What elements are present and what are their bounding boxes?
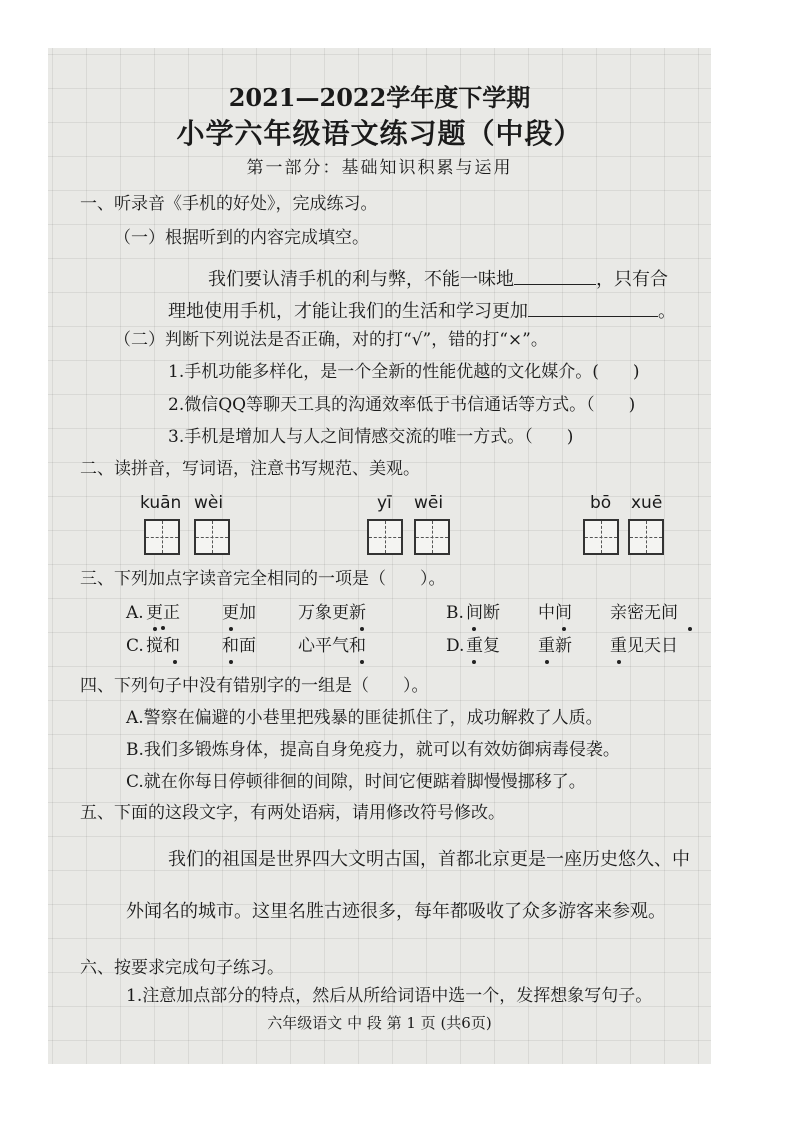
fill-text-b: ，只有合 xyxy=(596,269,668,290)
year-title: 2021—2022学年度下学期 xyxy=(228,83,531,112)
q3-heading: 三、下列加点字读音完全相同的一项是（ ）。 xyxy=(80,569,446,589)
q1-fill-line1 xyxy=(208,266,668,289)
pinyin-wei2: wēi xyxy=(414,493,444,513)
q6-heading: 六、按要求完成句子练习。 xyxy=(80,958,284,978)
tian-box-5[interactable] xyxy=(583,519,619,555)
q3-b-word-3: 亲密无间 xyxy=(610,603,678,623)
q3-a-word-2: 更加 xyxy=(222,603,256,623)
q3-c-word-2: 和面 xyxy=(222,636,256,656)
q5-heading: 五、下面的这段文字，有两处语病，请用修改符号修改。 xyxy=(80,803,505,823)
fill-text-a: 我们要认清手机的利与弊，不能一味地 xyxy=(208,269,514,290)
q3-d-word-3: 重见天日 xyxy=(610,636,678,656)
q5-paragraph-line1: 我们的祖国是世界四大文明古国，首都北京更是一座历史悠久、中 xyxy=(168,849,690,870)
q3-c-word-3: 心平气和 xyxy=(298,636,366,656)
q3-b-word-2: 中间 xyxy=(538,603,572,623)
pinyin-yi: yī xyxy=(377,493,392,513)
q3-option-a-label: A. xyxy=(126,603,144,623)
q3-option-c-label: C. xyxy=(126,636,144,656)
blank-1[interactable] xyxy=(514,266,596,285)
pinyin-bo: bō xyxy=(590,493,612,513)
part-title: 第一部分：基础知识积累与运用 xyxy=(246,158,513,178)
q3-d-word-2: 重新 xyxy=(538,636,572,656)
fill-text-c: 理地使用手机，才能让我们的生活和学习更加 xyxy=(168,301,528,322)
q5-paragraph-line2: 外闻名的城市。这里名胜古迹很多，每年都吸收了众多游客来参观。 xyxy=(126,901,666,922)
q1-statement-3: 3.手机是增加人与人之间情感交流的唯一方式。（ ) xyxy=(168,427,574,447)
tian-box-4[interactable] xyxy=(414,519,450,555)
q3-a-word-1: 更正 xyxy=(146,603,180,623)
q1-statement-2: 2.微信QQ等聊天工具的沟通效率低于书信通话等方式。（ ) xyxy=(168,395,636,415)
q3-b-word-1: 间断 xyxy=(466,603,500,623)
q1-statement-1: 1.手机功能多样化，是一个全新的性能优越的文化媒介。( ) xyxy=(168,362,640,382)
q3-d-word-1: 重复 xyxy=(466,636,500,656)
q1-sub2: （二）判断下列说法是否正确，对的打“√”，错的打“×”。 xyxy=(114,330,548,350)
q1-heading: 一、听录音《手机的好处》，完成练习。 xyxy=(80,194,378,214)
exam-paper xyxy=(48,48,711,1064)
main-title: 小学六年级语文练习题（中段） xyxy=(176,117,583,150)
q1-fill-line2 xyxy=(168,298,676,321)
fill-text-end: 。 xyxy=(658,301,676,322)
q1-sub1: （一）根据听到的内容完成填空。 xyxy=(114,228,369,248)
tian-box-2[interactable] xyxy=(194,519,230,555)
q4-heading: 四、下列句子中没有错别字的一组是（ ）。 xyxy=(80,676,429,696)
q6-item-1: 1.注意加点部分的特点，然后从所给词语中选一个，发挥想象写句子。 xyxy=(126,986,653,1006)
tian-box-3[interactable] xyxy=(367,519,403,555)
pinyin-kuan: kuān xyxy=(140,493,182,513)
tian-box-1[interactable] xyxy=(144,519,180,555)
q3-option-d-label: D. xyxy=(446,636,465,656)
q3-c-word-1: 搅和 xyxy=(146,636,180,656)
q2-heading: 二、读拼音，写词语，注意书写规范、美观。 xyxy=(80,459,420,479)
tian-box-6[interactable] xyxy=(628,519,664,555)
page-footer: 六年级语文 中 段 第 1 页 (共6页) xyxy=(267,1014,492,1032)
q3-a-word-3: 万象更新 xyxy=(298,603,366,623)
pinyin-xue: xuē xyxy=(631,493,663,513)
q4-option-b: B.我们多锻炼身体，提高自身免疫力，就可以有效妨御病毒侵袭。 xyxy=(126,740,620,760)
pinyin-wei: wèi xyxy=(194,493,224,513)
q4-option-c: C.就在你每日停顿徘徊的间隙，时间它便踮着脚慢慢挪移了。 xyxy=(126,772,586,792)
q4-option-a: A.警察在偏避的小巷里把残暴的匪徒抓住了，成功解救了人质。 xyxy=(126,708,603,728)
q3-option-b-label: B. xyxy=(446,603,464,623)
blank-2[interactable] xyxy=(528,298,658,317)
